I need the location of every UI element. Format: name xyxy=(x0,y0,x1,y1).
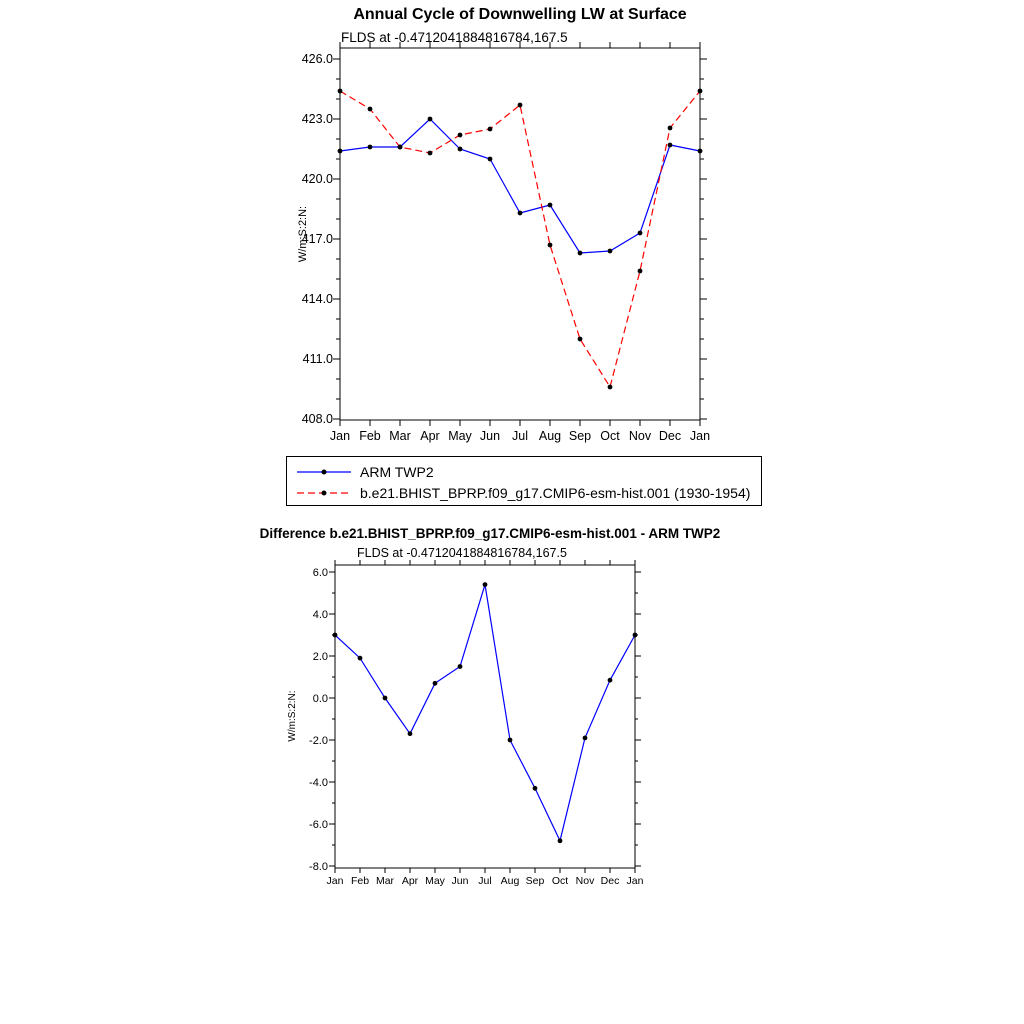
data-point xyxy=(698,89,703,94)
y-tick-label: 0.0 xyxy=(312,693,328,705)
difference-line xyxy=(335,585,635,841)
data-point xyxy=(518,211,523,216)
data-point xyxy=(518,103,523,108)
month-label: Feb xyxy=(350,875,370,887)
y-tick-label: -6.0 xyxy=(309,819,328,831)
month-label: May xyxy=(425,875,445,887)
chart2-subtitle: FLDS at -0.4712041884816784,167.5 xyxy=(357,546,567,560)
month-label: Mar xyxy=(375,875,395,887)
data-point xyxy=(408,731,413,736)
data-point xyxy=(668,143,673,148)
data-point xyxy=(583,736,588,741)
month-label: Jan xyxy=(329,429,351,443)
data-point xyxy=(428,151,433,156)
month-label: Dec xyxy=(658,429,682,443)
annual-cycle-plot xyxy=(302,42,710,443)
month-label: May xyxy=(448,429,472,443)
data-point xyxy=(508,738,513,743)
chart2-y-axis-label: W/m:S:2:N: xyxy=(287,690,298,742)
month-label: Jun xyxy=(479,429,501,443)
month-label: Jul xyxy=(478,875,492,887)
legend-label-arm-twp2: ARM TWP2 xyxy=(360,463,434,480)
y-tick-label: 417.0 xyxy=(301,232,333,246)
legend-item-arm-twp2 xyxy=(295,461,761,482)
data-point xyxy=(633,633,638,638)
y-tick-label: -2.0 xyxy=(309,735,328,747)
cmip6-model-line xyxy=(340,91,700,387)
legend-item-model xyxy=(295,482,761,503)
data-point xyxy=(488,157,493,162)
month-label: Sep xyxy=(568,429,592,443)
arm-twp2-line xyxy=(340,119,700,253)
month-label: Jul xyxy=(512,429,528,443)
data-point xyxy=(368,145,373,150)
data-point xyxy=(383,696,388,701)
y-tick-label: 4.0 xyxy=(312,609,328,621)
month-label: Jan xyxy=(689,429,711,443)
data-point xyxy=(578,337,583,342)
data-point xyxy=(358,656,363,661)
month-label: Aug xyxy=(500,875,520,887)
legend-label-model: b.e21.BHIST_BPRP.f09_g17.CMIP6-esm-hist.001 (1930-1954) xyxy=(360,484,751,501)
month-label: Apr xyxy=(401,875,419,887)
y-tick-label: -8.0 xyxy=(309,861,328,873)
legend-marker-dot xyxy=(322,469,327,474)
data-point xyxy=(398,145,403,150)
legend-sample-dashed-line xyxy=(295,486,353,500)
month-label: Apr xyxy=(420,429,440,443)
y-tick-label: 411.0 xyxy=(302,352,333,366)
y-tick-label: 6.0 xyxy=(312,567,328,579)
data-point xyxy=(548,203,553,208)
legend-sample-solid-line xyxy=(295,465,353,479)
data-point xyxy=(608,678,613,683)
month-label: Jan xyxy=(626,875,644,887)
data-point xyxy=(338,89,343,94)
legend xyxy=(286,456,762,506)
month-label: Nov xyxy=(575,875,595,887)
data-point xyxy=(533,786,538,791)
month-label: Jun xyxy=(451,875,469,887)
plot-frame xyxy=(335,565,635,868)
y-tick-label: 423.0 xyxy=(301,112,333,126)
data-point xyxy=(433,681,438,686)
difference-plot xyxy=(309,560,644,887)
data-point xyxy=(458,664,463,669)
chart1-subtitle: FLDS at -0.4712041884816784,167.5 xyxy=(341,30,568,45)
data-point xyxy=(368,107,373,112)
month-label: Jan xyxy=(326,875,344,887)
y-tick-label: 408.0 xyxy=(301,412,333,426)
y-tick-label: 420.0 xyxy=(301,172,333,186)
data-point xyxy=(483,582,488,587)
y-tick-label: 414.0 xyxy=(301,292,333,306)
data-point xyxy=(558,838,563,843)
month-label: Oct xyxy=(600,429,620,443)
data-point xyxy=(608,249,613,254)
data-point xyxy=(428,117,433,122)
data-point xyxy=(578,251,583,256)
data-point xyxy=(338,149,343,154)
data-point xyxy=(608,385,613,390)
y-tick-label: 2.0 xyxy=(312,651,328,663)
data-point xyxy=(638,231,643,236)
chart2-title: Difference b.e21.BHIST_BPRP.f09_g17.CMIP6-esm-hist.001 - ARM TWP2 xyxy=(259,526,721,541)
month-label: Mar xyxy=(389,429,411,443)
legend-marker-dot xyxy=(322,490,327,495)
y-tick-label: -4.0 xyxy=(309,777,328,789)
data-point xyxy=(698,149,703,154)
data-point xyxy=(333,633,338,638)
y-tick-label: 426.0 xyxy=(301,52,333,66)
data-point xyxy=(548,243,553,248)
data-point xyxy=(668,126,673,131)
month-label: Oct xyxy=(551,875,569,887)
month-label: Aug xyxy=(538,429,562,443)
month-label: Sep xyxy=(525,875,545,887)
data-point xyxy=(458,147,463,152)
data-point xyxy=(458,133,463,138)
chart1-title: Annual Cycle of Downwelling LW at Surface xyxy=(353,6,687,23)
data-point xyxy=(488,127,493,132)
month-label: Nov xyxy=(628,429,652,443)
chart1-y-axis-label: W/m:S:2:N: xyxy=(297,205,309,263)
month-label: Dec xyxy=(600,875,620,887)
month-label: Feb xyxy=(359,429,381,443)
data-point xyxy=(638,269,643,274)
